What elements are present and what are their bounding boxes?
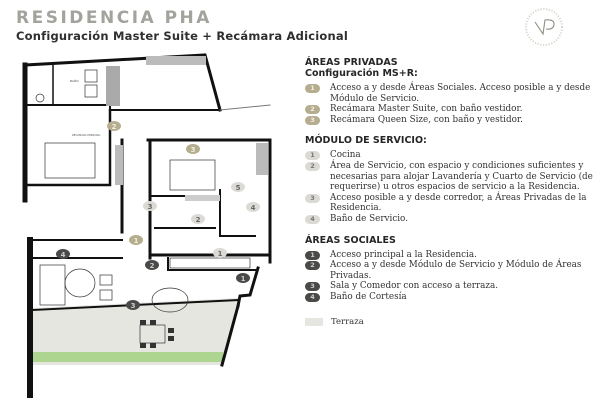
armchair (100, 290, 112, 300)
legend-item (305, 161, 595, 193)
number-badge: 2 (305, 162, 320, 171)
vanity (85, 85, 97, 97)
armchair (100, 275, 112, 285)
kitchen-counter (170, 258, 250, 268)
sofa (40, 265, 65, 305)
number-badge: 4 (305, 293, 320, 302)
coffee-table (65, 269, 95, 297)
legend-item (305, 104, 595, 115)
number-badge: 1 (305, 84, 320, 93)
legend-privadas (305, 57, 595, 125)
floor-plan (0, 40, 300, 400)
closet (146, 56, 206, 65)
svg-text:4: 4 (60, 251, 66, 259)
monogram-logo-icon (515, 6, 573, 48)
vanity (85, 70, 97, 82)
section-title: MÓDULO DE SERVICIO: (305, 135, 427, 147)
number-badge: 4 (305, 215, 320, 224)
legend-item (305, 115, 595, 126)
svg-text:2: 2 (149, 262, 155, 270)
closet (185, 195, 220, 201)
number-badge: 1 (305, 251, 320, 260)
closet (256, 143, 268, 175)
svg-text:1: 1 (217, 250, 223, 258)
number-badge: 2 (305, 105, 320, 114)
bed (45, 143, 95, 178)
svg-text:2: 2 (111, 123, 117, 131)
svg-text:4: 4 (250, 204, 256, 212)
legend-item-text: Sala y Comedor con acceso a terraza. (330, 281, 499, 292)
number-badge: 3 (305, 282, 320, 291)
section-subtitle: Configuración MS+R: (305, 68, 418, 79)
closet (115, 145, 123, 185)
section-title: ÁREAS SOCIALES (305, 234, 396, 246)
legend-item-text: Baño de Cortesía (330, 291, 407, 302)
legend-item (305, 214, 595, 225)
legend-servicio (305, 135, 595, 224)
room-label-bano: BAÑO (70, 79, 79, 83)
legend-panel (305, 57, 595, 327)
terrace-label: Terraza (331, 316, 364, 327)
legend-terraza (305, 317, 595, 327)
svg-text:1: 1 (240, 275, 246, 283)
legend-item (305, 83, 595, 104)
legend-item-text: Cocina (330, 150, 361, 161)
legend-item-text: Área de Servicio, con espacio y condiciones suficientes y necesarias para alojar Lavandería y Cuarto de Servicio (de requerirse) u otros espacios de servicio a la Residencia. (330, 160, 593, 193)
toilet (36, 94, 44, 102)
legend-item (305, 292, 595, 303)
number-badge: 1 (305, 151, 320, 160)
svg-text:5: 5 (235, 184, 241, 192)
svg-text:2: 2 (195, 216, 201, 224)
legend-item (305, 193, 595, 214)
legend-item-text: Acceso principal a la Residencia. (330, 249, 477, 260)
legend-sociales (305, 235, 595, 303)
legend-item (305, 260, 595, 281)
room-label-recamara: RECÁMARA PRINCIPAL (72, 134, 101, 137)
closet (106, 66, 120, 106)
legend-item (305, 281, 595, 292)
page-title: RESIDENCIA PHA (16, 8, 212, 28)
number-badge: 3 (305, 116, 320, 125)
svg-text:3: 3 (147, 203, 153, 211)
legend-item-text: Recámara Master Suite, con baño vestidor. (330, 104, 523, 115)
legend-item-text: Baño de Servicio. (330, 213, 408, 224)
legend-item-text: Acceso posible a y desde corredor, a Áreas Privadas de la Residencia. (330, 192, 587, 214)
grass-strip (33, 352, 223, 362)
section-title: ÁREAS PRIVADAS (305, 57, 398, 68)
legend-item (305, 250, 595, 261)
bed (170, 160, 215, 190)
page-subtitle: Configuración Master Suite + Recámara Adicional (16, 29, 348, 43)
legend-item-text: Acceso a y desde Áreas Sociales. Acceso posible a y desde Módulo de Servicio. (330, 83, 591, 104)
legend-item (305, 150, 595, 161)
legend-item-text: Recámara Queen Size, con baño y vestidor. (330, 114, 523, 125)
number-badge: 2 (305, 261, 320, 270)
legend-item-text: Acceso a y desde Módulo de Servicio y Módulo de Áreas Privadas. (330, 260, 582, 281)
svg-text:3: 3 (130, 302, 136, 310)
number-badge: 3 (305, 194, 320, 203)
terrace-swatch (305, 318, 323, 326)
svg-text:1: 1 (133, 237, 139, 245)
svg-text:3: 3 (190, 146, 196, 154)
